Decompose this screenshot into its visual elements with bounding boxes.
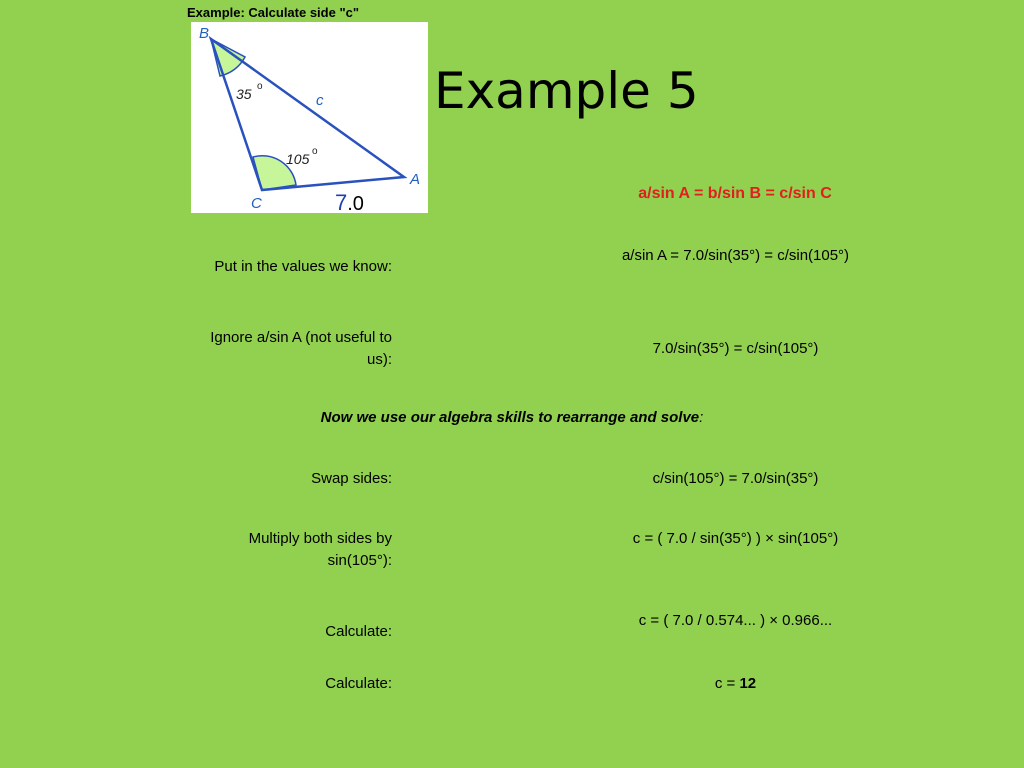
note-suffix: :	[699, 409, 704, 426]
step-value: 7.0/sin(35°) = c/sin(105°)	[652, 340, 819, 357]
angle-b-value: 35	[236, 86, 252, 102]
step-label: Calculate:	[325, 623, 392, 640]
final-answer	[618, 673, 853, 695]
angle-c-value: 105	[286, 151, 310, 167]
step-label: Ignore a/sin A (not useful to us):	[210, 329, 392, 368]
instruction-note	[0, 409, 1024, 426]
step-label: Swap sides:	[311, 470, 392, 487]
answer-value: 12	[739, 675, 757, 692]
slide-title: Example 5	[434, 62, 699, 120]
step-label: Multiply both sides by sin(105°):	[248, 530, 392, 569]
angle-c-degree: o	[312, 146, 318, 157]
figure-caption: Example: Calculate side "c"	[187, 5, 360, 20]
triangle-diagram	[191, 22, 428, 213]
note-text: Now we use our algebra skills to rearrange and solve	[320, 409, 700, 426]
step-label: Calculate:	[325, 675, 392, 692]
side-a-decimal: .0	[347, 193, 364, 215]
step-value: c/sin(105°) = 7.0/sin(35°)	[652, 470, 819, 487]
step-value: c = ( 7.0 / 0.574... ) × 0.966...	[638, 612, 833, 629]
step-value: a/sin A = 7.0/sin(35°) = c/sin(105°)	[621, 247, 850, 264]
triangle-figure	[191, 22, 428, 213]
sine-rule-formula: a/sin A = b/sin B = c/sin C	[638, 185, 832, 202]
vertex-a-label: A	[410, 171, 421, 188]
side-c-label: c	[316, 92, 324, 109]
vertex-b-label: B	[199, 25, 210, 42]
vertex-c-label: C	[251, 195, 262, 212]
step-value: c = ( 7.0 / sin(35°) ) × sin(105°)	[632, 530, 839, 547]
angle-b-degree: o	[257, 81, 263, 92]
step-label: Put in the values we know:	[214, 258, 392, 275]
side-a-digit: 7	[335, 190, 348, 215]
answer-prefix: c =	[714, 675, 740, 692]
side-a-length	[335, 190, 364, 216]
